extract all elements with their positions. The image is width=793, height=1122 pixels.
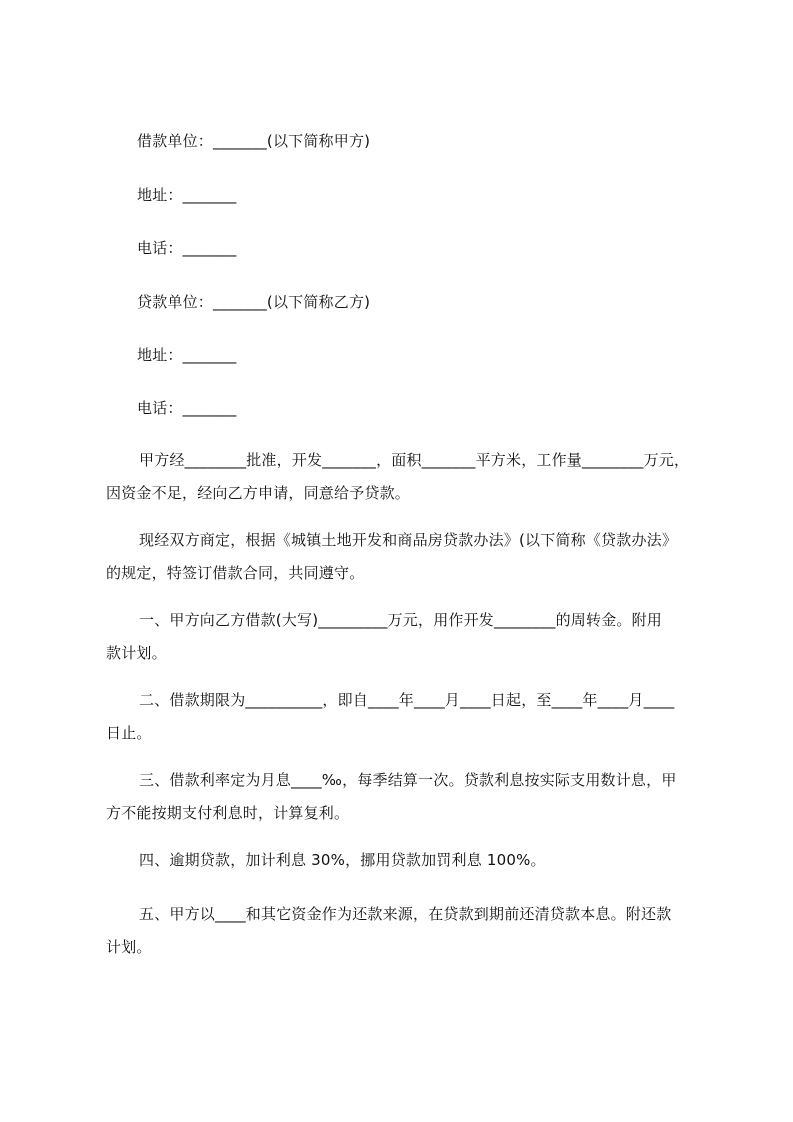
paragraph-line: 四、逾期贷款，加计利息 30%，挪用贷款加罚利息 100%。 — [139, 851, 546, 869]
paragraph-line: 现经双方商定，根据《城镇土地开发和商品房贷款办法》(以下简称《贷款办法》 — [139, 531, 678, 549]
paragraph-line: 甲方经________批准，开发_______，面积_______平方米，工作量________万元， — [139, 451, 690, 469]
borrower-line: 借款单位：_______(以下简称甲方) — [137, 132, 371, 150]
paragraph-approval — [106, 444, 706, 510]
clause-4 — [106, 844, 706, 877]
paragraph-line: 三、借款利率定为月息____‰，每季结算一次。贷款利息按实际支用数计息，甲 — [139, 771, 677, 789]
lender-address-line: 地址：_______ — [137, 346, 237, 364]
lender-line: 贷款单位：_______(以下简称乙方) — [137, 293, 371, 311]
clause-5 — [106, 898, 706, 964]
borrower-address-line: 地址：_______ — [137, 186, 237, 204]
paragraph-line: 因资金不足，经向乙方申请，同意给予贷款。 — [106, 484, 411, 502]
paragraph-line: 二、借款期限为__________，即自____年____月____日起，至____年____月____ — [139, 691, 675, 709]
paragraph-agreement — [106, 524, 706, 590]
paragraph-line: 款计划。 — [106, 644, 167, 662]
borrower-phone-line: 电话：_______ — [137, 239, 237, 257]
lender-phone-line: 电话：_______ — [137, 399, 237, 417]
paragraph-line: 五、甲方以____和其它资金作为还款来源，在贷款到期前还清贷款本息。附还款 — [139, 905, 672, 923]
paragraph-line: 的规定，特签订借款合同，共同遵守。 — [106, 564, 365, 582]
clause-2 — [106, 684, 706, 750]
paragraph-line: 日止。 — [106, 724, 152, 742]
clause-3 — [106, 764, 706, 830]
clause-1 — [106, 604, 706, 670]
paragraph-line: 方不能按期支付利息时，计算复利。 — [106, 804, 350, 822]
paragraph-line: 一、甲方向乙方借款(大写)_________万元，用作开发________的周转金。附用 — [139, 611, 663, 629]
paragraph-line: 计划。 — [106, 938, 152, 956]
